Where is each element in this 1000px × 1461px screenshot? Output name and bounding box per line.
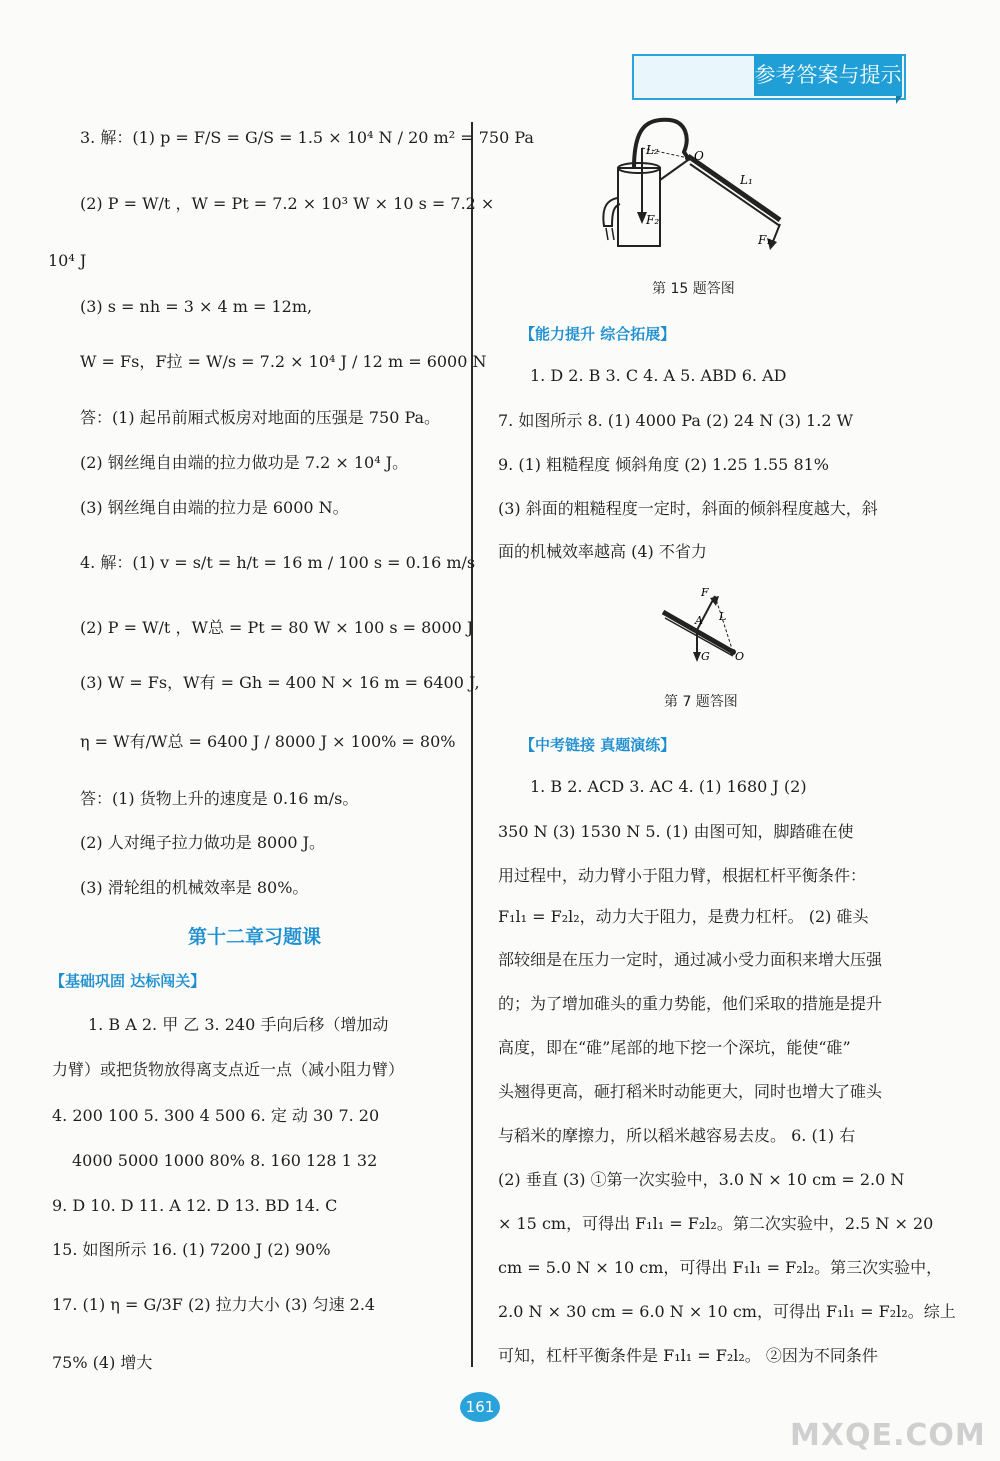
left-line: W = Fs，F拉 = W/s = 7.2 × 10⁴ J / 12 m = 6000 N <box>80 352 487 371</box>
left-line: 答：(1) 货物上升的速度是 0.16 m/s。 <box>80 789 359 808</box>
left-line: (2) 人对绳子拉力做功是 8000 J。 <box>80 833 326 852</box>
answer-line: (2) 垂直 (3) ①第一次实验中，3.0 N × 10 cm = 2.0 N <box>498 1170 905 1189</box>
fig7-label: F <box>701 586 709 599</box>
header-tab: 参考答案与提示 <box>754 54 902 96</box>
answer-line: 的；为了增加碓头的重力势能，他们采取的措施是提升 <box>498 994 883 1013</box>
fig15-label: F₂ <box>646 213 660 227</box>
answer-line: 与稻米的摩擦力，所以稻米越容易去皮。 6. (1) 右 <box>498 1126 856 1145</box>
left-line: (3) 滑轮组的机械效率是 80%。 <box>80 878 309 897</box>
pump-lever-figure <box>590 108 810 268</box>
answer-line: 17. (1) η = G/3F (2) 拉力大小 (3) 匀速 2.4 <box>52 1295 376 1314</box>
left-line: (2) P = W/t ，W = Pt = 7.2 × 10³ W × 10 s = 7.2 × <box>80 194 495 213</box>
left-line: η = W有/W总 = 6400 J / 8000 J × 100% = 80% <box>80 732 456 751</box>
answer-line: 高度，即在“碓”尾部的地下挖一个深坑，能使“碓” <box>498 1038 851 1057</box>
answer-line: 75% (4) 增大 <box>52 1353 153 1372</box>
answer-line: cm = 5.0 N × 10 cm，可得出 F₁l₁ = F₂l₂。第三次实验中， <box>498 1258 943 1277</box>
left-line: 3. 解：(1) p = F/S = G/S = 1.5 × 10⁴ N / 20 m² = 750 Pa <box>80 128 534 147</box>
answer-line: 2.0 N × 30 cm = 6.0 N × 10 cm，可得出 F₁l₁ = F₂l₂。综上 <box>498 1302 956 1321</box>
answer-line: F₁l₁ = F₂l₂，动力大于阻力，是费力杠杆。 (2) 碓头 <box>498 907 869 926</box>
answer-line: 15. 如图所示 16. (1) 7200 J (2) 90% <box>52 1240 331 1259</box>
fig15-label: L₂ <box>646 143 659 157</box>
column-divider <box>471 122 473 1367</box>
answer-line: 面的机械效率越高 (4) 不省力 <box>498 542 707 561</box>
page-number: 161 <box>460 1392 500 1422</box>
fig15-label: O <box>694 149 704 163</box>
left-line: 答：(1) 起吊前厢式板房对地面的压强是 750 Pa。 <box>80 408 441 427</box>
figure-caption: 第 7 题答图 <box>664 694 738 710</box>
answer-line: 4. 200 100 5. 300 4 500 6. 定 动 30 7. 20 <box>52 1106 380 1125</box>
answer-line: 用过程中，动力臂小于阻力臂，根据杠杆平衡条件： <box>498 866 867 885</box>
answer-line: 9. D 10. D 11. A 12. D 13. BD 14. C <box>52 1196 338 1215</box>
figure-caption: 第 15 题答图 <box>652 281 735 297</box>
fig7-label: O <box>735 650 745 663</box>
section-heading: 【能力提升 综合拓展】 <box>520 325 676 343</box>
header-tab-fold <box>896 96 902 104</box>
answer-line: 1. B A 2. 甲 乙 3. 240 手向后移（增加动 <box>88 1015 389 1034</box>
answer-line: 7. 如图所示 8. (1) 4000 Pa (2) 24 N (3) 1.2 W <box>498 411 854 430</box>
answer-line: (3) 斜面的粗糙程度一定时，斜面的倾斜程度越大，斜 <box>498 499 878 518</box>
answer-line: 1. B 2. ACD 3. AC 4. (1) 1680 J (2) <box>530 777 807 796</box>
left-line: 10⁴ J <box>48 251 87 270</box>
chapter-title: 第十二章习题课 <box>188 926 322 948</box>
answer-line: 1. D 2. B 3. C 4. A 5. ABD 6. AD <box>530 366 787 385</box>
left-line: (2) P = W/t ，W总 = Pt = 80 W × 100 s = 8000 J <box>80 618 474 637</box>
answer-line: 4000 5000 1000 80% 8. 160 128 1 32 <box>72 1151 378 1170</box>
section-heading: 【基础巩固 达标闯关】 <box>50 972 206 990</box>
left-line: (3) W = Fs，W有 = Gh = 400 N × 16 m = 6400 J, <box>80 673 480 692</box>
fig15-label: F₁ <box>758 233 772 247</box>
answer-line: 头翘得更高，砸打稻米时动能更大，同时也增大了碓头 <box>498 1082 883 1101</box>
answer-line: 可知，杠杆平衡条件是 F₁l₁ = F₂l₂。 ②因为不同条件 <box>498 1346 878 1365</box>
answer-line: 9. (1) 粗糙程度 倾斜角度 (2) 1.25 1.55 81% <box>498 455 830 474</box>
watermark: MXQE.COM <box>790 1418 986 1453</box>
fig7-label: A <box>695 614 703 627</box>
fig7-label: G <box>701 650 710 663</box>
section-heading: 【中考链接 真题演练】 <box>520 736 676 754</box>
left-line: (3) s = nh = 3 × 4 m = 12m, <box>80 297 313 316</box>
answer-line: 部较细是在压力一定时，通过减小受力面积来增大压强 <box>498 950 883 969</box>
answer-line: 力臂）或把货物放得离支点近一点（减小阻力臂） <box>52 1060 405 1079</box>
left-line: (2) 钢丝绳自由端的拉力做功是 7.2 × 10⁴ J。 <box>80 453 409 472</box>
answer-line: 350 N (3) 1530 N 5. (1) 由图可知，脚踏碓在使 <box>498 822 854 841</box>
left-line: (3) 钢丝绳自由端的拉力是 6000 N。 <box>80 498 349 517</box>
fig15-label: L₁ <box>740 173 753 187</box>
left-line: 4. 解：(1) v = s/t = h/t = 16 m / 100 s = 0.16 m/s <box>80 553 476 572</box>
answer-line: × 15 cm，可得出 F₁l₁ = F₂l₂。第二次实验中，2.5 N × 20 <box>498 1214 934 1233</box>
fig7-label: L <box>719 610 727 623</box>
lever-force-figure <box>655 582 755 667</box>
